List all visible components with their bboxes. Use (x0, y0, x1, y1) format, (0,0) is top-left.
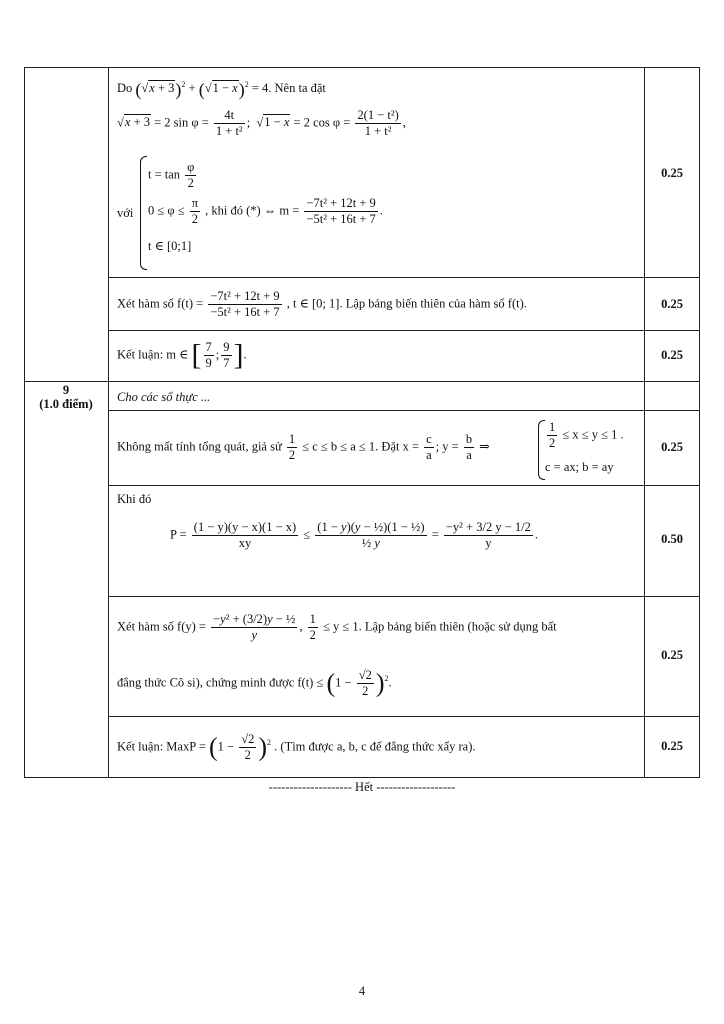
q9-row4-text: Kết luận: MaxP = (1 − $\frac{√2}{2}$ )$^2$ . (Tìm được a, b, c để đẳng thức xẩy ra). (117, 732, 476, 762)
text: ≤ x ≤ y ≤ 1 (562, 427, 618, 442)
fraction: $\frac{\text{−7t² + 12t + 9}}{\text{−5t² + 16t + 7}}$ (210, 289, 280, 319)
text: 0 ≤ φ ≤ (148, 203, 185, 218)
score-q9-row2: 0.50 (661, 532, 683, 546)
fraction: $\frac{1}{2}$ (288, 432, 296, 462)
q9-intro: Cho các số thực ... (117, 390, 211, 404)
fraction: $\frac{\varphi}{2}$ (187, 160, 195, 190)
score-q9-row3: 0.25 (661, 648, 683, 662)
score-q8-row3: 0.25 (661, 348, 683, 362)
fraction: $\frac{1}{2}$ (549, 420, 556, 450)
score-q9-row1: 0.25 (661, 440, 683, 454)
score-q8-row2: 0.25 (661, 297, 683, 311)
q8-row1-line2: √x + 3 = 2 sin φ = $\frac{4t}{\text{1 + t²}}$ ; √1 − x = 2 cos φ = $\frac{\text{2(1 − t²)}}{\text{1 + t²}}$ , (117, 108, 406, 138)
text: Xét hàm số f(t) = (117, 296, 204, 311)
fraction: $\frac{\text{2(1 − t²)}}{\text{1 + t²}}$ (357, 108, 399, 138)
q8-system-line2: 0 ≤ φ ≤ $\frac{\pi}{2}$ , khi đó (*) ⇔ m = $\frac{\text{−7t² + 12t + 9}}{\text{−5t² + 16t + 7}}$ . (148, 196, 383, 226)
text: đẳng thức Cô si), chứng minh được f(t) ≤ (117, 675, 324, 690)
text: , (299, 619, 303, 634)
text: = 4. Nên ta đặt (251, 81, 326, 96)
system-brace (538, 420, 545, 480)
question-points: (1.0 điểm) (39, 397, 93, 411)
fraction: $\frac{√2}{2}$ (241, 732, 255, 762)
row-divider (108, 277, 700, 278)
text: P = (170, 527, 187, 542)
q8-system-line3: t ∈ [0;1] (148, 239, 192, 253)
score-q8-row1: 0.25 (661, 166, 683, 180)
q9-row3-line1 (117, 612, 557, 643)
text: ≤ c ≤ b ≤ a ≤ 1. Đặt x = (302, 439, 420, 454)
q8-row2-text (117, 289, 527, 320)
text: ; y = (435, 439, 459, 454)
fraction: $\frac{1}{2}$ (309, 612, 316, 642)
fraction: $\frac{4t}{\text{1 + t²}}$ (215, 108, 243, 138)
fraction: $\frac{\pi}{2}$ (191, 196, 198, 226)
fraction: $\frac{(1 - y)(y - x)(1 - x)}{xy}$ (193, 520, 297, 550)
text: Không mất tính tổng quát, giả sử (117, 439, 282, 454)
fraction: $\frac{\text{−y² + 3/2 y − 1/2}}{y}$ (445, 520, 531, 550)
system-brace (140, 156, 147, 270)
text: = 2 cos φ = (293, 115, 351, 130)
q9-P-expression: P = $\frac{(1 - y)(y - x)(1 - x)}{xy}$ ≤ $\frac{\text{(1 − y)(y − ½)(1 − ½)}}{\text{½ y}}$ = $\frac{\text{−y² + 3/2 y − 1/2}}{y}$ . (170, 520, 538, 550)
fraction: $\frac{9}{7}$ (223, 340, 230, 370)
text: , khi đó (*) ⇔ m = (205, 203, 300, 218)
column-divider-1 (108, 67, 109, 778)
text: = 2 sin φ = (154, 115, 209, 130)
q9-system-line1: $\frac{1}{2}$ ≤ x ≤ y ≤ 1 . (549, 420, 624, 450)
text: ≤ y ≤ 1. Lập bảng biến thiên (hoặc sử dụng bất (322, 619, 557, 634)
text: ⇒ (479, 439, 490, 454)
fraction: $\frac{\text{−7t² + 12t + 9}}{\text{−5t² + 16t + 7}}$ (306, 196, 376, 226)
page-number: 4 (358, 984, 366, 998)
q8-voi-label: với (117, 206, 134, 220)
end-marker: -------------------- Hết ------------------- (268, 780, 456, 794)
q9-system-line2: c = ax; b = ay (545, 460, 614, 474)
text: . (Tìm được a, b, c để đẳng thức xẩy ra). (274, 739, 476, 754)
q8-row1-line1: Do $(√x + 3)^2 + (√1 - x)^2 = 4$. Nên ta đặt (117, 79, 326, 100)
fraction: $\frac{c}{a}$ (426, 432, 432, 462)
text: Kết luận: MaxP = (117, 739, 206, 754)
row-divider (108, 485, 700, 486)
row-divider (24, 381, 700, 382)
q9-row3-line2: đẳng thức Cô si), chứng minh được f(t) ≤ (1 − $\frac{√2}{2}$ )$^2$. (117, 668, 392, 698)
fraction: $\frac{7}{9}$ (205, 340, 212, 370)
row-divider (108, 330, 700, 331)
q9-khi-do: Khi đó (117, 492, 152, 506)
text: Do (117, 81, 133, 96)
q8-row3-text: Kết luận: m ∈ [ $\frac{7}{9}$ ; $\frac{9}{7}$ ]. (117, 338, 247, 372)
fraction: $\frac{\text{(1 − y)(y − ½)(1 − ½)}}{\text{½ y}}$ (317, 520, 425, 550)
q8-system-line1 (148, 160, 198, 191)
question-number: 9 (62, 383, 70, 397)
text: , t ∈ [0; 1]. Lập bảng biến thiên của hàm số f(t). (286, 296, 527, 311)
text: t = tan (148, 167, 181, 182)
fraction: $\frac{b}{a}$ (465, 432, 473, 462)
q9-row1-text (117, 432, 490, 463)
text: Kết luận: m ∈ (117, 347, 189, 362)
row-divider (108, 716, 700, 717)
fraction: $\frac{\text{−y² + (3/2)y − ½}}{y}$ (213, 612, 296, 642)
row-divider (108, 596, 700, 597)
row-divider (108, 410, 700, 411)
table-border-top (24, 67, 700, 68)
table-border-bottom (24, 777, 700, 778)
table-border-left (24, 67, 25, 778)
score-q9-row4: 0.25 (661, 739, 683, 753)
text: Xét hàm số f(y) = (117, 619, 206, 634)
fraction: $\frac{√2}{2}$ (358, 668, 372, 698)
